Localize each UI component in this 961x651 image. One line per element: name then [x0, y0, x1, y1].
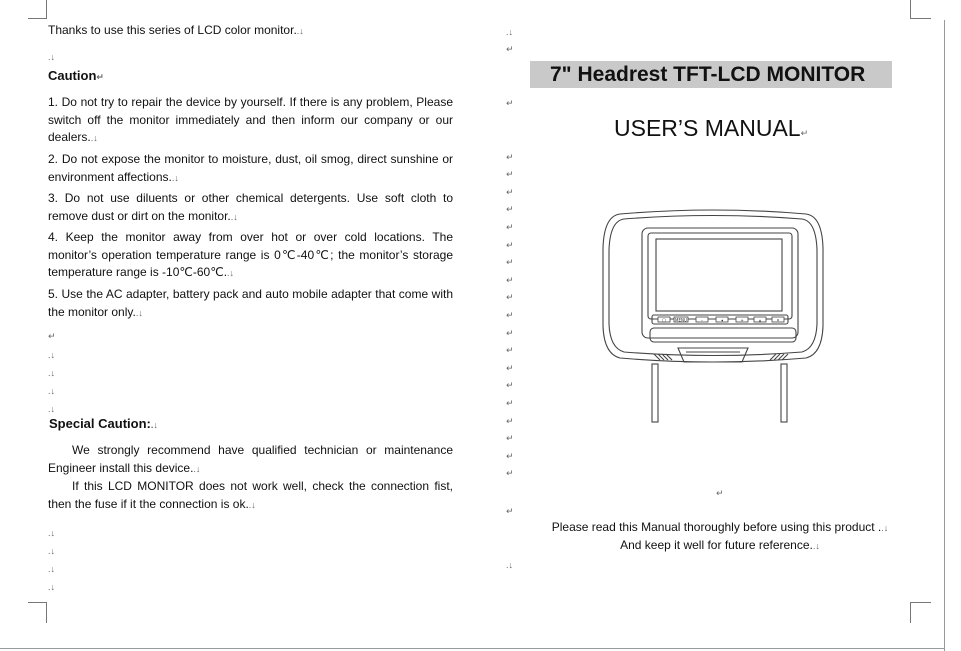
- return-mark: ↵: [506, 310, 514, 320]
- return-mark: ↵: [506, 416, 514, 426]
- return-mark: ↵: [48, 331, 56, 341]
- crop-mark-top-right: [910, 0, 931, 19]
- crop-mark-bottom-right: [910, 602, 931, 623]
- caution-item-2: 2. Do not expose the monitor to moisture, dust, oil smog, direct sunshine or environment affections..↓: [48, 152, 453, 184]
- special-caution-heading: Special Caution:.↓: [49, 416, 158, 431]
- return-mark: ↵: [506, 398, 514, 408]
- paragraph-mark: .↓: [48, 386, 56, 396]
- headrest-monitor-illustration: [598, 208, 828, 428]
- return-mark: ↵: [506, 169, 514, 179]
- paragraph-mark: .↓: [48, 368, 56, 378]
- return-mark: ↵: [506, 257, 514, 267]
- return-mark: ↵: [506, 468, 514, 478]
- monitor-button-left: ◂: [720, 317, 724, 323]
- return-mark: ↵: [506, 363, 514, 373]
- return-mark: ↵: [506, 380, 514, 390]
- crop-mark-top-left: [28, 0, 47, 19]
- paragraph-mark: .↓: [506, 27, 514, 37]
- monitor-button-power: ◯: [661, 317, 667, 323]
- return-mark: ↵: [506, 345, 514, 355]
- intro-text: Thanks to use this series of LCD color monitor..↓: [48, 23, 304, 37]
- return-mark: ↵: [506, 204, 514, 214]
- return-mark: ↵: [506, 152, 514, 162]
- usage-note-line-1: Please read this Manual thoroughly before using this product ..↓: [551, 520, 889, 534]
- special-caution-paragraph-2: If this LCD MONITOR does not work well, check the connection fist, then the fuse if it the connection is ok..↓: [48, 479, 453, 511]
- caution-item-5: 5. Use the AC adapter, battery pack and auto mobile adapter that come with the monitor only..↓: [48, 287, 453, 319]
- monitor-button-up: ▴: [758, 317, 762, 323]
- return-mark: ↵: [716, 488, 724, 498]
- paragraph-mark: .↓: [48, 528, 56, 538]
- return-mark: ↵: [506, 240, 514, 250]
- usage-note-line-2: And keep it well for future reference..↓: [620, 538, 820, 552]
- caution-heading: Caution↵: [48, 68, 104, 83]
- page-bottom-edge: [0, 648, 944, 649]
- paragraph-mark: .↓: [48, 564, 56, 574]
- paragraph-mark: .↓: [48, 404, 56, 414]
- paragraph-mark: .↓: [48, 350, 56, 360]
- return-mark: ↵: [506, 98, 514, 108]
- return-mark: ↵: [506, 275, 514, 285]
- crop-mark-bottom-left: [28, 602, 47, 623]
- paragraph-mark: .↓: [48, 582, 56, 592]
- paragraph-mark: .↓: [506, 560, 514, 570]
- return-mark: ↵: [506, 44, 514, 54]
- return-mark: ↵: [506, 451, 514, 461]
- paragraph-mark: .↓: [48, 52, 56, 62]
- special-caution-paragraph-1: We strongly recommend have qualified technician or maintenance Engineer install this device..↓: [48, 443, 453, 475]
- return-mark: ↵: [506, 187, 514, 197]
- page-right-edge: [944, 20, 945, 651]
- return-mark: ↵: [506, 506, 514, 516]
- return-mark: ↵: [506, 433, 514, 443]
- caution-item-4: 4. Keep the monitor away from over hot or over cold locations. The monitor’s operation temperature range is 0℃-40℃; the monitor’s storage temperature range is -10℃-60℃..↓: [48, 230, 453, 279]
- caution-item-3: 3. Do not use diluents or other chemical detergents. Use soft cloth to remove dust or dirt on the monitor..↓: [48, 191, 453, 223]
- return-mark: ↵: [506, 328, 514, 338]
- manual-title: USER’S MANUAL↵: [614, 115, 809, 141]
- monitor-button-plus: +: [740, 317, 744, 323]
- banner-title: 7" Headrest TFT-LCD MONITOR: [530, 61, 892, 88]
- monitor-button-menu: MENU: [675, 317, 687, 323]
- caution-item-1: 1. Do not try to repair the device by yourself. If there is any problem, Please switch off the monitor immediately and then inform our company or our dealers..↓: [48, 95, 453, 144]
- paragraph-mark: .↓: [48, 546, 56, 556]
- monitor-button-down: ▾: [776, 317, 780, 323]
- return-mark: ↵: [506, 292, 514, 302]
- monitor-button-minus: –: [701, 317, 703, 323]
- return-mark: ↵: [506, 222, 514, 232]
